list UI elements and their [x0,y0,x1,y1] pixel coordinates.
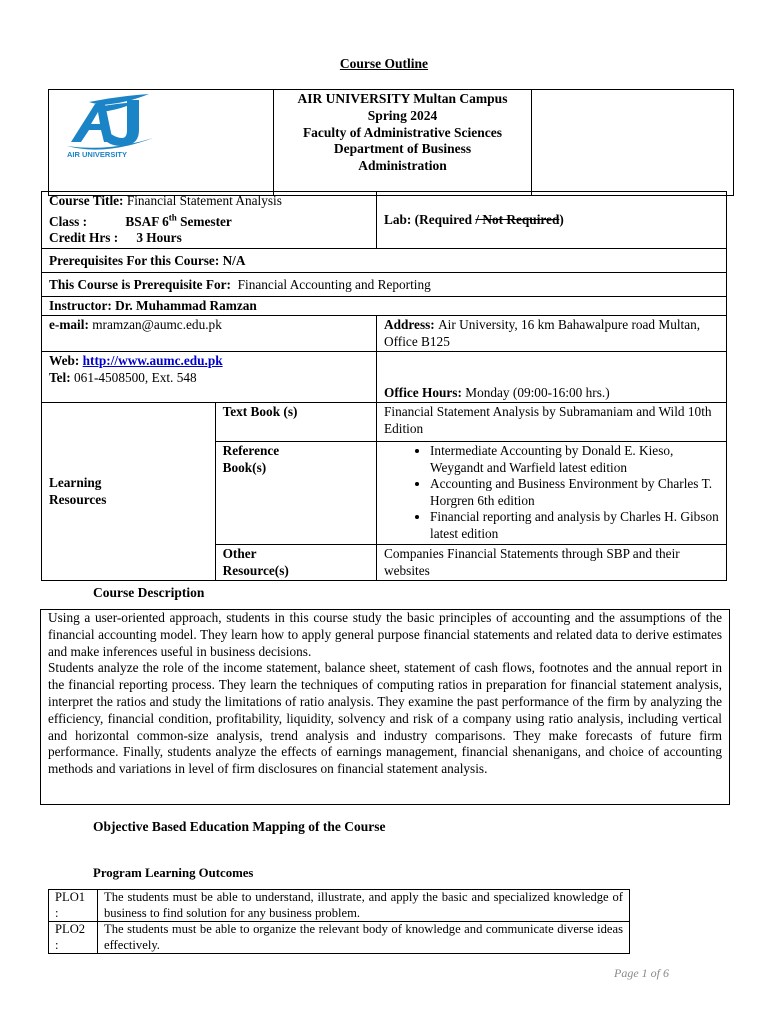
tel-label: Tel: [49,369,71,385]
institution-line: Faculty of Administrative Sciences [302,124,503,140]
institution-line: Administration [358,158,447,174]
plo-heading: Program Learning Outcomes [93,866,254,880]
reference-item: • Intermediate Accounting by Donald E. Kieso, Weygandt and Warfield latest edition [430,443,719,476]
table-row [49,890,630,922]
reference-item: • Financial reporting and analysis by Charles H. Gibson latest edition [430,509,719,542]
plo-code: PLO2 : [49,922,98,954]
header-table [48,89,734,196]
other-value-cell [377,545,727,581]
textbook-value-cell [377,403,727,442]
prerequisite-for-cell [42,273,727,297]
reference-list-cell [377,442,727,545]
office-hours-value: Monday (09:00-16:00 hrs.) [465,384,610,400]
web-link[interactable]: http://www.aumc.edu.pk [82,353,223,369]
course-info-table [41,191,727,581]
course-description-box [40,609,730,805]
other-value: Companies Financial Statements through SBP and their websites [384,546,680,578]
logo-cell [49,90,274,196]
credit-value: 3 Hours [136,230,182,246]
email-value[interactable]: mramzan@aumc.edu.pk [92,317,222,333]
instructor-cell [42,296,727,316]
institution-line: Spring 2024 [367,107,438,123]
plo-text: The students must be able to understand, illustrate, and apply the basic and specialized knowledge of business to find solution for any business problem. [98,890,630,922]
institution-line: AIR UNIVERSITY Multan Campus [297,91,508,106]
page-number: Page 1 of 6 [614,966,669,980]
address-value: Air University, 16 km Bahawalpure road Multan, Office B125 [384,317,701,349]
learning-resources-label: Learning Resources [42,403,216,581]
prerequisites-cell [42,248,727,273]
address-label: Address: [384,317,435,333]
table-row [49,922,630,954]
description-paragraph: Students analyze the role of the income statement, balance sheet, statement of cash flows, footnotes and the annual report in the financial reporting process. They learn the techniques of computing ratios in preparation for financial statement analysis, interpret the ratios and study the limitations of ratio analysis. They examine the past performance of the firm by analyzing the efficiency, financial condition, profitability, liquidity, solvency and risk of a company using ratio analysis, including vertical and horizontal common-size analysis, trend analysis and industry comparisons. They make forecasts of future firm performance. Finally, students analyze the effects of earnings management, financial shenanigans, and choice of accounting methods and variations in level of firm disclosures on financial statement analysis. [48,660,722,777]
textbook-value: Financial Statement Analysis by Subramaniam and Wild 10th Edition [384,404,712,436]
obe-heading: Objective Based Education Mapping of the Course [93,819,386,834]
description-paragraph: Using a user-oriented approach, students in this course study the basic principles of accounting and the assumptions of the financial accounting model. They learn how to apply general purpose financial statements and related data to derive estimates and make inferences useful in business decisions. [48,610,722,659]
course-title-label: Course Title: [49,193,124,208]
web-label: Web: [49,353,80,369]
institution-cell [274,90,532,196]
plo-text: The students must be able to organize the relevant body of knowledge and communicate diverse ideas effectively. [98,922,630,954]
instructor-text: Instructor: Dr. Muhammad Ramzan [49,297,257,313]
prerequisite-for-label: This Course is Prerequisite For: [49,277,231,293]
web-tel-cell [42,352,377,403]
reference-item: • Accounting and Business Environment by Charles T. Horgren 6th edition [430,476,719,509]
plo-code: PLO1 : [49,890,98,922]
air-university-logo [49,90,273,190]
other-label-cell: Other Resource(s) [215,545,376,581]
office-hours-cell [377,352,727,403]
prerequisites-text: Prerequisites For this Course: N/A [49,252,246,268]
class-label: Class : [49,213,88,229]
reference-list [384,443,719,542]
reference-label-cell: Reference Book(s) [215,442,376,545]
lab-cell: Lab: (Required / Not Required) [377,192,727,249]
email-label: e-mail: [49,317,89,333]
document-title: Course Outline [339,56,429,71]
lab-not-required: / Not Required [475,211,560,227]
address-cell [377,316,727,352]
institution-line: Department of Business [333,141,472,157]
course-description-heading: Course Description [93,585,205,600]
lab-label: Lab: (Required [384,211,476,227]
email-cell [42,316,377,352]
prerequisite-for-value: Financial Accounting and Reporting [237,277,431,293]
tel-value: 061-4508500, Ext. 548 [74,369,197,385]
credit-label: Credit Hrs : [49,230,119,246]
course-title-value: Financial Statement Analysis [126,193,282,208]
textbook-label: Text Book (s) [222,404,298,420]
plo-table [48,889,630,954]
logo-text: AIR UNIVERSITY [67,150,128,159]
class-value: BSAF 6th Semester [125,212,232,229]
office-hours-label: Office Hours: [384,384,462,400]
textbook-label-cell [215,403,376,442]
blank-cell [532,90,734,196]
course-basic-cell [42,192,377,249]
